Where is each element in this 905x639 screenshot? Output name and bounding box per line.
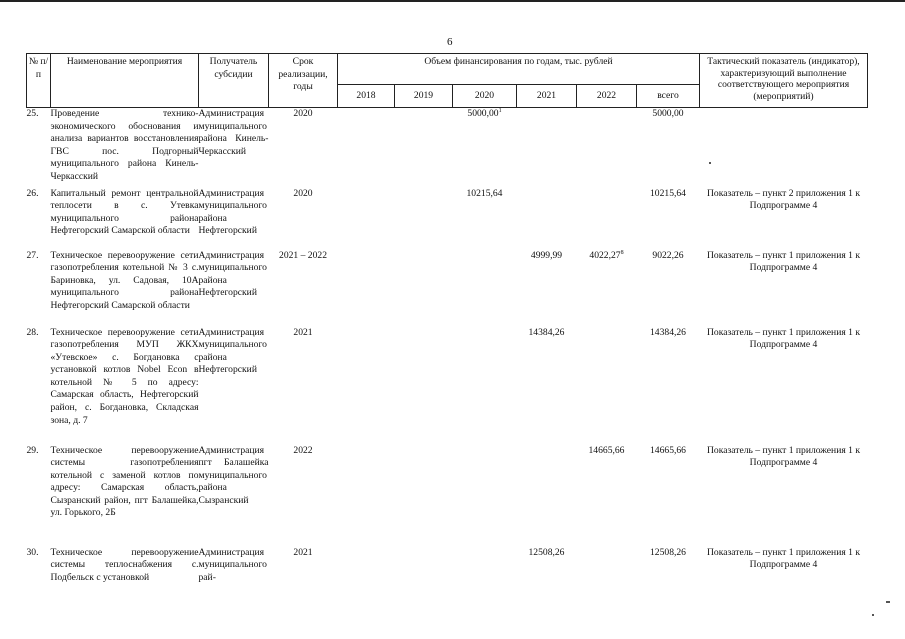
- implementation-term: 2022: [293, 444, 313, 456]
- value-total: [637, 108, 700, 188]
- value-text: 14665,66: [650, 444, 686, 456]
- value-text: 5000,00: [652, 108, 684, 119]
- value-2020: [453, 445, 517, 547]
- value-2021: [517, 547, 577, 607]
- value-2019: [395, 108, 453, 188]
- value-2018: [338, 445, 395, 547]
- tactical-indicator: Показатель – пункт 1 приложения 1 к Подпрограмме 4: [707, 546, 860, 571]
- value-2018: [338, 327, 395, 445]
- implementation-term: 2021: [293, 326, 313, 338]
- value-text: 10215,64: [466, 187, 503, 199]
- scan-speck: [886, 601, 890, 603]
- value-2019: [395, 445, 453, 547]
- value-2018: [338, 108, 395, 188]
- value-2019: [395, 250, 453, 327]
- value-2022: [577, 188, 637, 250]
- value-text: 14665,66: [588, 444, 625, 456]
- value-2021: [517, 188, 577, 250]
- value-2021: [517, 250, 577, 327]
- implementation-term: 2020: [293, 187, 313, 199]
- header-term: Срок реализации, годы: [269, 54, 338, 108]
- footnote-mark: 1: [498, 107, 502, 114]
- implementation-term: 2021 – 2022: [279, 249, 327, 261]
- value-2022: [577, 108, 637, 188]
- value-2021: [517, 108, 577, 188]
- table-row: [27, 188, 868, 250]
- scan-top-edge: [0, 0, 905, 2]
- value-text: 14384,26: [528, 326, 565, 338]
- measure-name: Техническое перевооружение системы газопотребления котельной с заменой котлов по адресу: Самарская область, Сызранский район, пгт Балашейка, ул. Горького, 2Б: [50, 444, 199, 519]
- subsidy-recipient: Администрация муниципального рай-: [198, 546, 267, 583]
- tactical-indicator: Показатель – пункт 2 приложения 1 к Подпрограмме 4: [707, 187, 860, 212]
- header-year-2018: 2018: [338, 85, 395, 108]
- value-2019: [395, 547, 453, 607]
- value-text: 12508,26: [528, 546, 565, 558]
- value-total: [637, 327, 700, 445]
- value-2018: [338, 547, 395, 607]
- header-year-2019: 2019: [395, 85, 453, 108]
- row-number: 27.: [26, 249, 39, 261]
- measure-name: Капитальный ремонт центральной теплосети в с. Утевка муниципального района Нефтегорский Самарской области: [50, 187, 199, 237]
- value-total: [637, 250, 700, 327]
- row-number: 30.: [26, 546, 39, 558]
- value-2020: [453, 327, 517, 445]
- value-total: [637, 547, 700, 607]
- tactical-indicator: Показатель – пункт 1 приложения 1 к Подпрограмме 4: [707, 249, 860, 274]
- value-text: 10215,64: [650, 187, 686, 199]
- row-number: 28.: [26, 326, 39, 338]
- subsidy-recipient: Администрация пгт Балашейка муниципального района Сызранский: [198, 444, 269, 506]
- value-text: 4022,27: [589, 249, 621, 261]
- header-name: Наименование мероприятия: [51, 54, 199, 108]
- table-row: [27, 445, 868, 547]
- value-text: 12508,26: [650, 546, 686, 558]
- table-row: [27, 547, 868, 607]
- subsidy-recipient: Администрация муниципального района Нефтегорский: [198, 187, 267, 237]
- header-year-2020: 2020: [453, 85, 517, 108]
- subsidy-recipient: Администрация муниципального района Нефтегорский: [198, 249, 267, 299]
- row-number: 29.: [26, 444, 39, 456]
- measure-name: Техническое перевооружение сети газопотребления котельной № 3 с. Бариновка, ул. Садовая, 10А муниципального района Нефтегорский Самарской области: [50, 249, 199, 311]
- header-year-2022: 2022: [577, 85, 637, 108]
- header-total: всего: [637, 85, 700, 108]
- value-text: 4999,99: [530, 249, 563, 261]
- value-2021: [517, 445, 577, 547]
- measure-name: Техническое перевооружение системы теплоснабжения с. Подбельск с установкой: [50, 546, 199, 583]
- header-indicator: Тактический показатель (индикатор), характеризующий выполнение соответствующего мероприятия (мероприятий): [700, 54, 868, 108]
- tactical-indicator: Показатель – пункт 1 приложения 1 к Подпрограмме 4: [707, 326, 860, 351]
- value-text: 14384,26: [650, 326, 686, 338]
- implementation-term: 2021: [293, 546, 313, 558]
- row-number: 25.: [26, 108, 39, 119]
- header-num: № п/п: [27, 54, 51, 108]
- value-total: [637, 188, 700, 250]
- header-funding: Объем финансирования по годам, тыс. рублей: [338, 54, 700, 85]
- value-2019: [395, 188, 453, 250]
- footnote-mark: 8: [620, 249, 624, 256]
- tactical-indicator: [700, 108, 868, 188]
- measure-name: Техническое перевооружение сети газопотребления МУП ЖКХ «Утевское» с. Богдановка с установкой котлов Nobel Econ в котельной № 5 по адресу: Самарская область, Нефтегорский район, с. Богдановка, Складская зона, д. 7: [50, 326, 199, 426]
- value-2020: [453, 547, 517, 607]
- value-2020: [453, 108, 517, 188]
- measure-name: Проведение технико-экономического обоснования и анализа вариантов восстановления ГВС пос. Подгорный муниципального района Кинель-Черкасский: [50, 108, 199, 182]
- value-2021: [517, 327, 577, 445]
- implementation-term: 2020: [293, 108, 313, 119]
- scan-speck: [709, 162, 711, 164]
- value-2022: [577, 250, 637, 327]
- value-2020: [453, 250, 517, 327]
- header-year-2021: 2021: [517, 85, 577, 108]
- table-body: [27, 108, 868, 607]
- scan-speck: [872, 614, 874, 616]
- value-2022: [577, 327, 637, 445]
- table-row: [27, 108, 868, 188]
- value-2019: [395, 327, 453, 445]
- header-recipient: Получатель субсидии: [199, 54, 269, 108]
- financing-table: [26, 53, 868, 607]
- value-2020: [453, 188, 517, 250]
- value-text: 5000,00: [467, 108, 499, 119]
- value-2018: [338, 250, 395, 327]
- value-2022: [577, 547, 637, 607]
- subsidy-recipient: Администрация муниципального района Кинель-Черкасский: [198, 108, 269, 157]
- value-2022: [577, 445, 637, 547]
- row-number: 26.: [26, 187, 39, 199]
- subsidy-recipient: Администрация муниципального района Нефтегорский: [198, 326, 267, 376]
- table-row: [27, 250, 868, 327]
- value-text: 9022,26: [652, 249, 684, 261]
- value-2018: [338, 188, 395, 250]
- page-number: 6: [447, 36, 453, 48]
- table-row: [27, 327, 868, 445]
- value-total: [637, 445, 700, 547]
- tactical-indicator: Показатель – пункт 1 приложения 1 к Подпрограмме 4: [707, 444, 860, 469]
